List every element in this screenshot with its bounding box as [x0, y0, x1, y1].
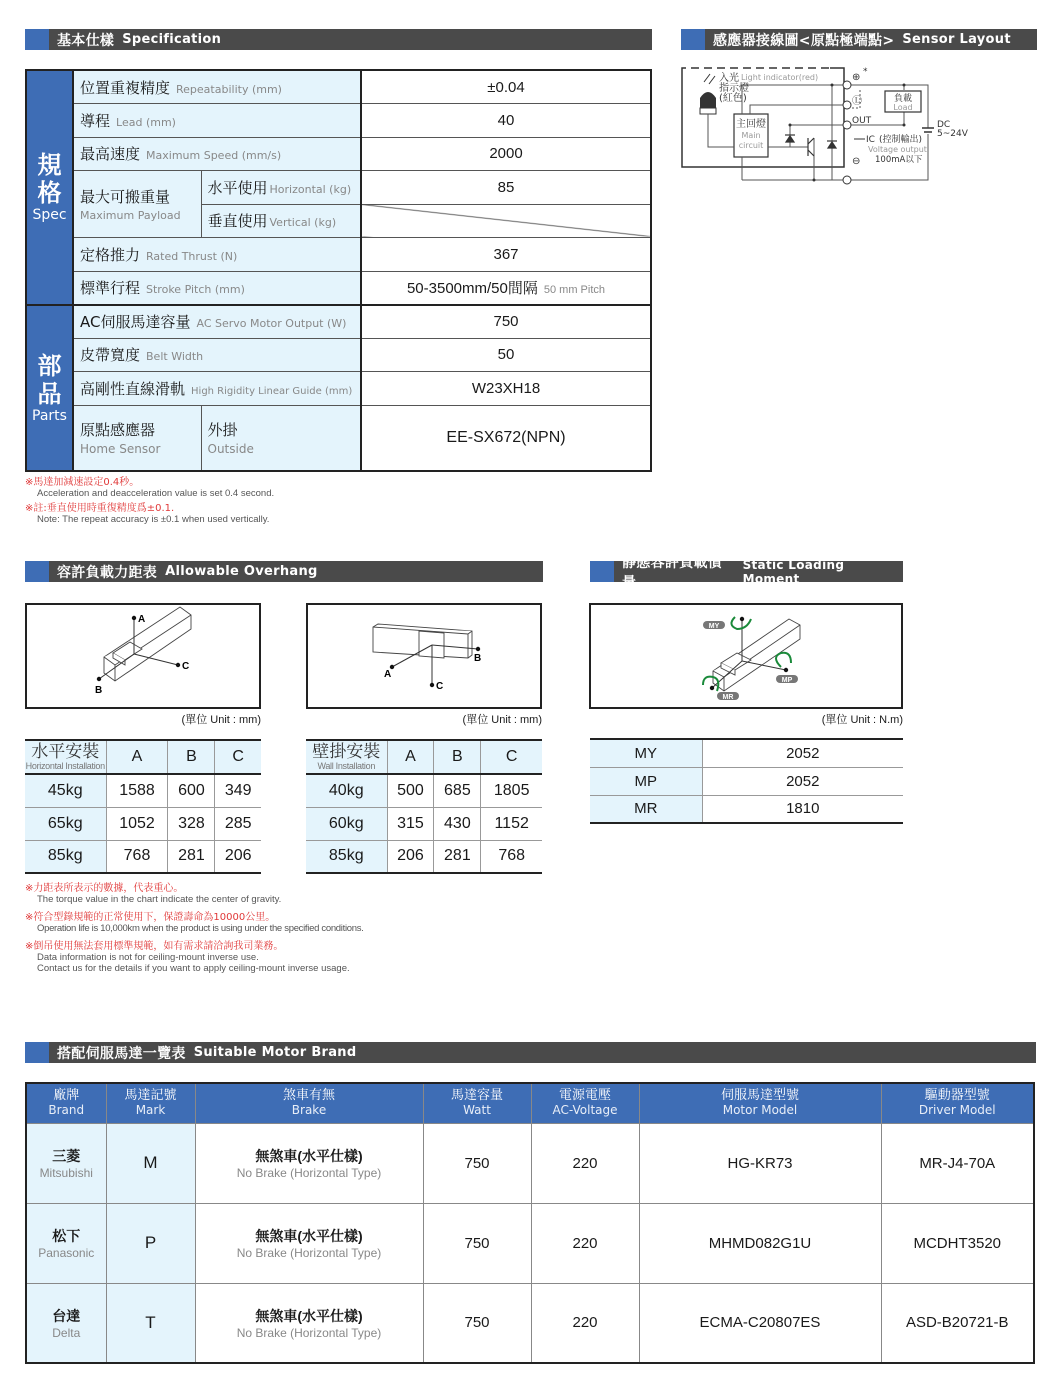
svg-text:circuit: circuit — [738, 141, 764, 150]
spec-value: 2000 — [361, 137, 651, 171]
spec-value: 40 — [361, 104, 651, 138]
group-zh: 部 — [37, 351, 62, 380]
housing-dashed-top — [682, 68, 830, 72]
spec-row — [26, 372, 651, 406]
spec-row — [26, 338, 651, 372]
overhang-notes — [25, 879, 545, 974]
brand-cell: 松下 Panasonic — [26, 1203, 106, 1283]
column-header: B — [168, 740, 215, 774]
dc-label: DC — [937, 120, 951, 130]
cell: 768 — [481, 840, 542, 873]
note-zh: ※力距表所表示的數據，代表重心。 — [25, 883, 184, 894]
moment-figure — [589, 603, 903, 709]
out-label: OUT — [852, 116, 872, 126]
voltage-cell: 220 — [531, 1283, 639, 1363]
section-title-zh: 靜態容許負載慣量 — [622, 554, 723, 591]
column-header: 馬達容量 Watt — [423, 1083, 531, 1123]
column-header: 煞車有無 Brake — [195, 1083, 423, 1123]
spec-value: 50-3500mm/50間隔 50 mm Pitch — [361, 271, 651, 305]
voltage-cell: 220 — [531, 1123, 639, 1203]
spec-row — [26, 238, 651, 272]
note-zh: ※註:垂直使用時重復精度爲±0.1. — [25, 503, 175, 514]
spec-value: ±0.04 — [361, 70, 651, 104]
cell: 430 — [434, 807, 481, 840]
terminal-l — [843, 101, 851, 109]
spec-row — [26, 305, 651, 339]
section-title-zh: 感應器接線圖<原點極端點> — [713, 32, 895, 49]
column-header: 馬達記號 Mark — [106, 1083, 195, 1123]
plus-label: ⊕ — [852, 72, 861, 83]
table-row — [590, 767, 903, 795]
section-title-zh: 容許負載力距表 — [57, 564, 158, 581]
driver-model-cell: MCDHT3520 — [881, 1203, 1034, 1283]
spec-label: 高剛性直線滑軌 High Rigidity Linear Guide (mm) — [73, 372, 361, 406]
spec-value-empty — [361, 204, 651, 238]
terminal-plus — [843, 81, 851, 89]
cell: 281 — [434, 840, 481, 873]
spec-label: 最高速度 Maximum Speed (mm/s) — [73, 137, 361, 171]
section-header-spec — [25, 29, 652, 50]
led-icon — [700, 92, 716, 108]
spec-label: 標準行程 Stroke Pitch (mm) — [73, 271, 361, 305]
cell: 1152 — [481, 807, 542, 840]
l-label: Ⓛ — [852, 96, 862, 107]
horizontal-install-figure — [25, 603, 261, 709]
row-load: 60kg — [306, 807, 387, 840]
group-zh: 規 — [37, 151, 62, 180]
note-en: Data information is not for ceiling-mount inverse use. — [37, 952, 259, 963]
column-header: 廠牌 Brand — [26, 1083, 106, 1123]
ic-zh-label: (控制輸出) — [879, 135, 923, 145]
axis-label-c: C — [182, 661, 190, 672]
spec-row — [26, 171, 651, 205]
group-zh: 格 — [37, 179, 62, 208]
spec-value: 367 — [361, 238, 651, 272]
spec-table — [25, 69, 652, 472]
brand-cell: 三菱 Mitsubishi — [26, 1123, 106, 1203]
spec-row — [26, 104, 651, 138]
brake-cell: 無煞車(水平仕樣) No Brake (Horizontal Type) — [195, 1283, 423, 1363]
spec-value: W23XH18 — [361, 372, 651, 406]
horizontal-overhang-table — [25, 739, 261, 874]
note-zh: ※馬達加減速設定0.4秒。 — [25, 477, 140, 488]
driver-model-cell: ASD-B20721-B — [881, 1283, 1034, 1363]
row-load: 65kg — [25, 807, 106, 840]
led-label: 入光 — [719, 73, 739, 84]
spec-sublabel-horizontal: 水平使用 Horizontal (kg) — [201, 171, 361, 205]
table-header-row — [306, 740, 542, 774]
spec-group-label — [26, 70, 73, 305]
note-en: Acceleration and deacceleration value is set 0.4 second. — [37, 488, 275, 499]
note-en: The torque value in the chart indicate the center of gravity. — [37, 894, 282, 905]
wall-overhang-table — [306, 739, 542, 874]
spec-label: AC伺服馬達容量 AC Servo Motor Output (W) — [73, 305, 361, 339]
led-label: (紅色) — [719, 93, 747, 104]
axis-label-b: B — [95, 685, 103, 696]
section-header-sensor — [681, 29, 1037, 50]
overhang-unit-right: (單位 Unit : mm) — [462, 714, 542, 726]
column-header: B — [434, 740, 481, 774]
group-zh: 品 — [37, 379, 62, 408]
table-row — [26, 1203, 1034, 1283]
spec-row — [26, 405, 651, 471]
header-accent — [25, 561, 49, 582]
section-title-zh: 基本仕樣 — [57, 32, 115, 49]
row-load: 40kg — [306, 774, 387, 807]
driver-model-cell: MR-J4-70A — [881, 1123, 1034, 1203]
spec-label: 定格推力 Rated Thrust (N) — [73, 238, 361, 272]
spec-label: 皮帶寬度 Belt Width — [73, 338, 361, 372]
axis-label-b: B — [474, 653, 482, 664]
cell: 328 — [168, 807, 215, 840]
mark-cell: T — [106, 1283, 195, 1363]
column-header: 驅動器型號 Driver Model — [881, 1083, 1034, 1123]
moment-name: MR — [590, 795, 702, 823]
header-accent — [25, 1042, 49, 1063]
table-header-row — [25, 740, 261, 774]
terminal-out — [843, 121, 851, 129]
voltage-output-label: Voltage output — [868, 145, 927, 154]
svg-text:MP: MP — [781, 677, 793, 684]
motor-model-cell: HG-KR73 — [639, 1123, 881, 1203]
mark-cell: P — [106, 1203, 195, 1283]
led-label: 指示燈 — [719, 83, 749, 94]
column-header: C — [215, 740, 261, 774]
spec-value: EE-SX672(NPN) — [361, 405, 651, 471]
watt-cell: 750 — [423, 1283, 531, 1363]
watt-cell: 750 — [423, 1203, 531, 1283]
table-row — [590, 795, 903, 823]
header-accent — [681, 29, 705, 50]
svg-text:MR: MR — [722, 694, 734, 701]
section-title-zh: 搭配伺服馬達一覽表 — [57, 1045, 186, 1062]
brake-cell: 無煞車(水平仕樣) No Brake (Horizontal Type) — [195, 1123, 423, 1203]
moment-name: MP — [590, 767, 702, 795]
axis-label-a: A — [138, 614, 146, 625]
column-header: 電源電壓 AC-Voltage — [531, 1083, 639, 1123]
motor-table — [25, 1082, 1035, 1364]
cell: 500 — [387, 774, 434, 807]
spec-value: 750 — [361, 305, 651, 339]
moment-name: MY — [590, 739, 702, 767]
section-header-moment — [590, 554, 903, 591]
moment-unit: (單位 Unit : N.m) — [821, 714, 903, 726]
spec-row — [26, 70, 651, 104]
note-zh: ※倒吊使用無法套用標準規範，如有需求請洽詢我司業務。 — [25, 941, 284, 952]
note-en: Operation life is 10,000km when the product is using under the specified conditions. — [37, 923, 364, 934]
moment-value: 1810 — [702, 795, 903, 823]
sensor-wiring-diagram — [680, 60, 1010, 190]
watt-cell: 750 — [423, 1123, 531, 1203]
motor-model-cell: MHMD082G1U — [639, 1203, 881, 1283]
column-header: 伺服馬達型號 Motor Model — [639, 1083, 881, 1123]
parts-group-label — [26, 305, 73, 472]
note-en: Note: The repeat accuracy is ±0.1 when used vertically. — [37, 514, 270, 525]
current-label: 100mA以下 — [875, 155, 923, 165]
spec-notes — [25, 473, 274, 525]
cell: 1588 — [106, 774, 168, 807]
cell: 1805 — [481, 774, 542, 807]
mark-cell: M — [106, 1123, 195, 1203]
group-en: Spec — [32, 207, 67, 224]
row-load: 45kg — [25, 774, 106, 807]
table-row — [306, 774, 542, 807]
table-row — [25, 807, 261, 840]
axis-label-c: C — [436, 681, 444, 692]
column-header: A — [387, 740, 434, 774]
spec-label-home-sensor: 原點感應器 Home Sensor — [73, 405, 201, 471]
svg-text:Load: Load — [893, 103, 913, 112]
star-label: * — [863, 67, 868, 77]
section-title-en: Specification — [122, 32, 222, 47]
table-row — [26, 1283, 1034, 1363]
axis-label-a: A — [384, 669, 392, 680]
spec-row — [26, 271, 651, 305]
section-title-en: Allowable Overhang — [165, 564, 318, 579]
table-row — [25, 840, 261, 873]
section-title-en: Suitable Motor Brand — [193, 1045, 357, 1060]
voltage-cell: 220 — [531, 1203, 639, 1283]
cell: 768 — [106, 840, 168, 873]
svg-text:MY: MY — [708, 623, 720, 630]
svg-text:Main: Main — [741, 131, 761, 140]
spec-value: 50 — [361, 338, 651, 372]
table-header-row — [26, 1083, 1034, 1123]
overhang-unit-left: (單位 Unit : mm) — [181, 714, 261, 726]
spec-label: 位置重複精度 Repeatability (mm) — [73, 70, 361, 104]
motor-model-cell: ECMA-C20807ES — [639, 1283, 881, 1363]
row-load: 85kg — [25, 840, 106, 873]
spec-label-payload: 最大可搬重量 Maximum Payload — [73, 171, 201, 238]
table-row — [306, 840, 542, 873]
cell: 1052 — [106, 807, 168, 840]
spec-label: 導程 Lead (mm) — [73, 104, 361, 138]
minus-label: ⊖ — [852, 156, 861, 167]
column-header: C — [481, 740, 542, 774]
note-zh: ※符合型錄規範的正常使用下，保證壽命為10000公里。 — [25, 912, 276, 923]
note-en: Contact us for the details if you want to apply ceiling-mount inverse usage. — [37, 963, 350, 974]
row-load: 85kg — [306, 840, 387, 873]
table-row — [25, 774, 261, 807]
spec-row — [26, 137, 651, 171]
cell: 315 — [387, 807, 434, 840]
header-install-type: 水平安裝 Horizontal Installation — [25, 740, 106, 774]
brake-cell: 無煞車(水平仕樣) No Brake (Horizontal Type) — [195, 1203, 423, 1283]
table-row — [306, 807, 542, 840]
svg-text:負載: 負載 — [893, 94, 913, 104]
dc-range-label: 5~24V — [937, 129, 968, 139]
ic-label: IC — [866, 135, 875, 145]
cell: 685 — [434, 774, 481, 807]
cell: 285 — [215, 807, 261, 840]
header-accent — [25, 29, 49, 50]
section-title-en: Sensor Layout — [902, 32, 1011, 47]
table-row — [590, 739, 903, 767]
section-title-en: Static Loading Moment — [742, 557, 845, 586]
column-header: A — [106, 740, 168, 774]
brand-cell: 台達 Delta — [26, 1283, 106, 1363]
svg-text:主回燈: 主回燈 — [736, 119, 766, 130]
cell: 206 — [387, 840, 434, 873]
cell: 206 — [215, 840, 261, 873]
cell: 349 — [215, 774, 261, 807]
header-install-type: 壁掛安裝 Wall Installation — [306, 740, 387, 774]
cell: 281 — [168, 840, 215, 873]
header-accent — [590, 561, 614, 582]
moment-value: 2052 — [702, 739, 903, 767]
wall-install-figure — [306, 603, 542, 709]
moment-table — [590, 738, 903, 824]
section-header-overhang — [25, 561, 543, 582]
section-header-motor — [25, 1042, 1036, 1063]
group-en: Parts — [32, 407, 67, 424]
terminal-minus — [843, 176, 851, 184]
moment-value: 2052 — [702, 767, 903, 795]
spec-sublabel-outside: 外掛 Outside — [201, 405, 361, 471]
cell: 600 — [168, 774, 215, 807]
spec-value: 85 — [361, 171, 651, 205]
spec-sublabel-vertical: 垂直使用 Vertical (kg) — [201, 204, 361, 238]
light-indicator-label: Light indicator(red) — [741, 73, 819, 82]
table-row — [26, 1123, 1034, 1203]
